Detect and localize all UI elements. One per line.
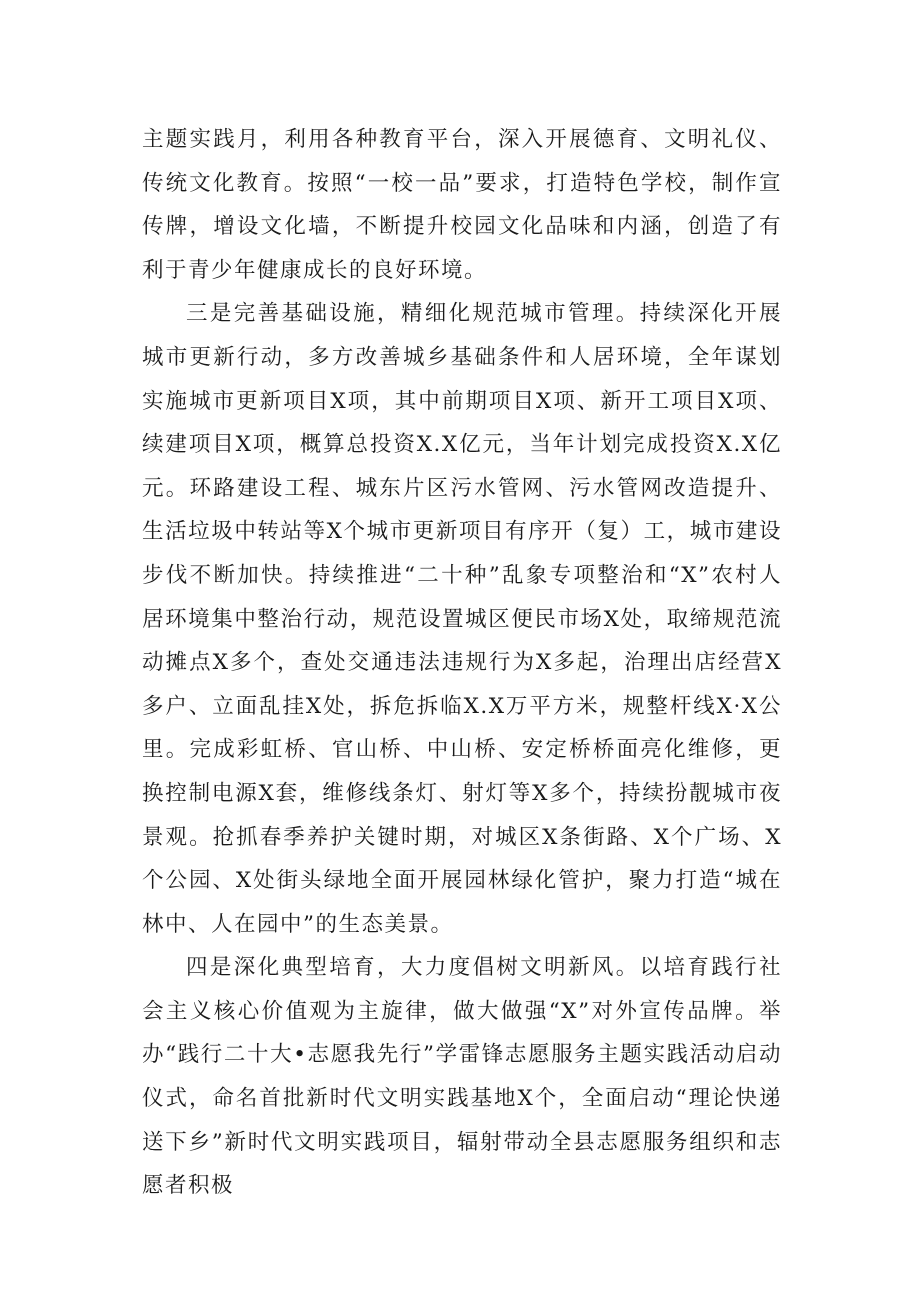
paragraph-infrastructure: 三是完善基础设施，精细化规范城市管理。持续深化开展城市更新行动，多方改善城乡基础条件和人居环境，全年谋划实施城市更新项目X项，其中前期项目X项、新开工项目X项、续建项目X项，概算总投资X.X亿元，当年计划完成投资X.X亿元。环路建设工程、城东片区污水管网、污水管网改造提升、生活垃圾中转站等X个城市更新项目有序开（复）工，城市建设步伐不断加快。持续推进“二十种”乱象专项整治和“X”农村人居环境集中整治行动，规范设置城区便民市场X处，取缔规范流动摊点X多个，查处交通违法违规行为X多起，治理出店经营X多户、立面乱挂X处，拆危拆临X.X万平方米，规整杆线X·X公里。完成彩虹桥、官山桥、中山桥、安定桥桥面亮化维修，更换控制电源X套，维修线条灯、射灯等X多个，持续扮靓城市夜景观。抢抓春季养护关键时期，对城区X条街路、X个广场、X个公园、X处街头绿地全面开展园林绿化管护，聚力打造“城在林中、人在园中”的生态美景。 (142, 301, 782, 937)
paragraph-civilization: 四是深化典型培育，大力度倡树文明新风。以培育践行社会主义核心价值观为主旋律，做大做强“X”对外宣传品牌。举办“践行二十大•志愿我先行”学雷锋志愿服务主题实践活动启动仪式，命名首批新时代文明实践基地X个，全面启动“理论快递送下乡”新时代文明实践项目，辐射带动全县志愿服务组织和志愿者积极 (142, 955, 782, 1199)
document-body (142, 118, 782, 1208)
paragraph-continuation: 主题实践月，利用各种教育平台，深入开展德育、文明礼仪、传统文化教育。按照“一校一品”要求，打造特色学校，制作宣传牌，增设文化墙，不断提升校园文化品味和内涵，创造了有利于青少年健康成长的良好环境。 (142, 127, 782, 283)
